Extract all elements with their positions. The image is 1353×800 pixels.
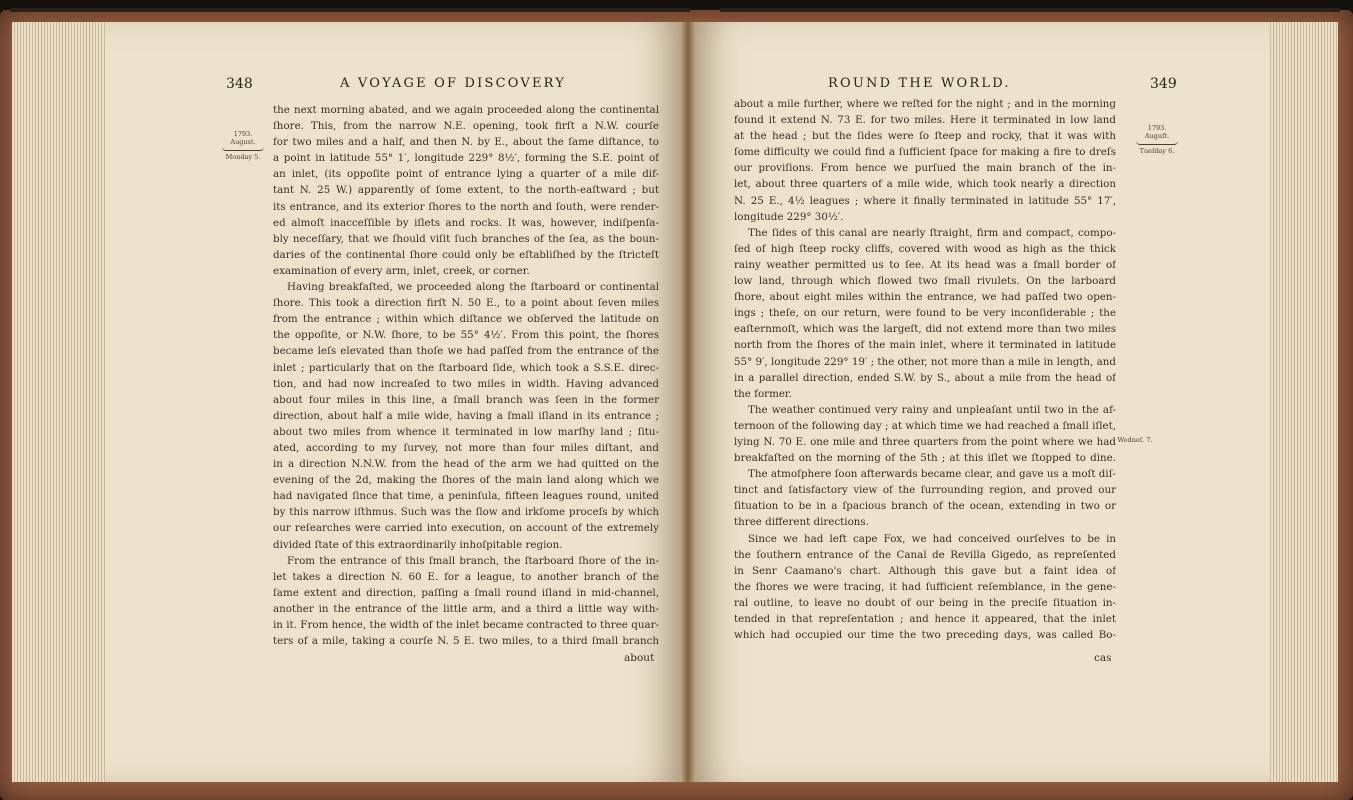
text-line: ſhore. This, from the narrow N.E. opening, took firſt a N.W. courſe: [273, 120, 659, 133]
text-line: ſituation to be in a ſpacious branch of the ocean, extending in two or: [734, 500, 1116, 513]
text-line: let, about three quarters of a mile wide, which took nearly a direction: [734, 178, 1116, 191]
left-margin-month: August.: [230, 138, 256, 146]
text-line: ſed of high ſteep rocky cliffs, covered with wood as high as the thick: [734, 242, 1116, 255]
text-line: let takes a direction N. 60 E. for a league, to another branch of the: [273, 570, 659, 583]
text-line: ſome difficulty we could find a ſufficient ſpace for making a fire to dreſs: [734, 146, 1116, 159]
text-line: longitude 229° 30½′.: [734, 210, 844, 223]
left-page-number: 348: [226, 76, 253, 92]
text-line: 55° 9′, longitude 229° 19′ ; the other, not more than a mile in length, and: [734, 355, 1116, 368]
text-line: The ſides of this canal are nearly ſtraight, firm and compact, compo-: [748, 226, 1116, 239]
text-line: lying N. 70 E. one mile and three quarters from the point where we had: [734, 435, 1116, 448]
text-line: ated, according to my ſurvey, not more than four miles diſtant, and: [273, 441, 659, 454]
text-line: a point in latitude 55° 1′, longitude 229° 8½′, forming the S.E. point of: [273, 152, 659, 165]
text-line: three different directions.: [734, 516, 869, 529]
text-line: by this narrow iſthmus. Such was the ſlow and irkſome proceſs by which: [273, 506, 659, 519]
left-margin-year: 1793.: [233, 130, 253, 138]
text-line: about four miles in this line, a ſmall branch was ſeen in the former: [273, 393, 659, 406]
text-line: from the entrance ; within which diſtance we obſerved the latitude on: [273, 313, 659, 326]
left-margin-day: Monday 5.: [225, 153, 261, 161]
left-catchword: about: [624, 652, 655, 664]
page-edges-left: [12, 22, 106, 782]
text-line: had navigated ſince that time, a peninſula, fifteen leagues round, united: [273, 490, 659, 503]
text-line: ed almoſt inacceſſible by iſlets and rocks. It was, however, indiſpenſa-: [273, 216, 659, 229]
text-line: tion, and had now increaſed to two miles in width. Having advanced: [273, 377, 659, 390]
left-body-text: [273, 102, 659, 649]
text-line: Having breakfaſted, we proceeded along the ſtarboard or continental: [287, 281, 659, 294]
text-line: ſame extent and direction, paſſing a ſmall round iſland in mid-channel,: [273, 586, 659, 599]
text-line: the ſouthern entrance of the Canal de Revilla Gigedo, as repreſented: [734, 548, 1116, 561]
text-line: the ſhores we were tracing, it had ſufficient reſemblance, in the gene-: [734, 580, 1116, 593]
right-body-text: [734, 96, 1116, 643]
text-line: became leſs elevated than thoſe we had paſſed from the entrance of the: [273, 345, 659, 358]
text-line: Since we had left cape Fox, we had conceived ourſelves to be in: [748, 532, 1116, 545]
right-catchword: cas: [1094, 652, 1112, 664]
text-line: ters of a mile, taking a courſe N. 5 E. two miles, to a third ſmall branch: [273, 635, 659, 648]
text-line: daries of the continental ſhore could only be eſtabliſhed by the ſtricteſt: [273, 248, 659, 261]
text-line: ſhore, about eight miles within the entrance, we had paſſed two open-: [734, 291, 1116, 304]
text-line: tended in that repreſentation ; and hence it appeared, that the inlet: [734, 613, 1116, 625]
text-line: breakfaſted on the morning of the 5th ; at this iſlet we ſtopped to dine.: [734, 452, 1116, 465]
text-line: The weather continued very rainy and unpleaſant until two in the af-: [748, 403, 1116, 416]
cover-edge-left: [10, 8, 690, 12]
text-line: our proviſions. From hence we purſued the main branch of the in-: [734, 162, 1116, 175]
text-line: north from the ſhores of the main inlet, where it terminated in latitude: [734, 339, 1116, 352]
text-line: about two miles from whence it terminated in low marſhy land ; ſitu-: [273, 425, 659, 438]
text-line: the oppoſite, or N.W. ſhore, to be 55° 4½′. From this point, the ſhores: [273, 329, 659, 342]
text-line: at the head ; but the ſides were ſo ſteep and rocky, that it was with: [734, 130, 1116, 143]
text-line: tant N. 25 W.) apparently of ſome extent, to the north-eaſtward ; but: [273, 184, 659, 197]
book-gutter: [680, 22, 696, 782]
left-margin-brace: [222, 147, 264, 151]
text-line: about a mile further, where we reſted for the night ; and in the morning: [734, 98, 1116, 110]
text-line: N. 25 E., 4½ leagues ; where it finally terminated in latitude 55° 17′,: [734, 194, 1116, 207]
right-page-number: 349: [1150, 76, 1177, 92]
text-line: examination of every arm, inlet, creek, or corner.: [273, 264, 530, 277]
text-line: in a parallel direction, ended S.W. by S., about a mile from the head of: [734, 371, 1116, 384]
right-margin-note-2: Wedneſ. 7.: [1117, 436, 1153, 444]
text-line: ſhore. This took a direction firſt N. 50 E., to a point about ſeven miles: [273, 297, 659, 310]
text-line: the next morning abated, and we again proceeded along the continental: [273, 104, 659, 116]
text-line: From the entrance of this ſmall branch, the ſtarboard ſhore of the in-: [287, 554, 659, 567]
text-line: in Senr Caamano's chart. Although this gave but a faint idea of: [734, 564, 1116, 577]
text-line: ings ; theſe, on our return, were found to be very inconſiderable ; the: [734, 307, 1116, 320]
text-line: evening of the 2d, making the ſhores of the main land along which we: [273, 474, 659, 487]
text-line: ral outline, to leave no doubt of our being in the preciſe ſituation in-: [734, 596, 1116, 609]
right-margin-month: Auguſt.: [1144, 132, 1170, 140]
cover-edge-right: [720, 8, 1340, 12]
text-line: for two miles and a half, and then N. by E., about the ſame diſtance, to: [273, 136, 659, 149]
left-running-head: A VOYAGE OF DISCOVERY: [340, 76, 567, 91]
text-line: its entrance, and its exterior ſhores to the north and ſouth, were render-: [273, 200, 659, 213]
text-line: the former.: [734, 387, 792, 400]
text-line: divided ſtate of this extraordinarily inhoſpitable region.: [273, 538, 563, 551]
text-line: inlet ; particularly that on the ſtarboard ſide, which took a S.S.E. direc-: [273, 361, 659, 374]
text-line: rainy weather permitted us to ſee. At its head was a ſmall border of: [734, 258, 1116, 271]
page-edges-right: [1268, 22, 1338, 782]
text-line: which had occupied our time the two preceding days, was called Bo-: [734, 629, 1116, 642]
text-line: our reſearches were carried into execution, on account of the extremely: [273, 522, 659, 535]
text-line: ternoon of the following day ; at which time we had reached a ſmall iſlet,: [734, 419, 1116, 432]
right-margin-day: Tueſday 6.: [1139, 147, 1175, 155]
text-line: eaſternmoſt, which was the largeſt, did not extend more than two miles: [734, 323, 1116, 336]
text-line: tinct and ſatisfactory view of the ſurrounding region, and proved our: [734, 484, 1116, 497]
right-margin-note: [1136, 124, 1178, 155]
text-line: found it extend N. 73 E. for two miles. Here it terminated in low land: [734, 114, 1116, 127]
text-line: direction, about half a mile wide, having a ſmall iſland in its entrance ;: [273, 409, 659, 422]
text-line: low land, through which flowed two ſmall rivulets. On the larboard: [734, 275, 1116, 288]
text-line: in a direction N.N.W. from the head of the arm we had quitted on the: [273, 458, 659, 471]
left-margin-note: [222, 130, 264, 161]
right-margin-year: 1793.: [1147, 124, 1167, 132]
text-line: bly neceſſary, that we ſhould viſit ſuch branches of the ſea, as the boun-: [273, 232, 659, 245]
text-line: The atmoſphere ſoon afterwards became clear, and gave us a moſt diſ-: [748, 468, 1116, 481]
text-line: another in the entrance of the little arm, and a third a little way with-: [273, 602, 659, 615]
text-line: an inlet, (its oppoſite point of entrance lying a quarter of a mile dif-: [273, 168, 659, 181]
right-running-head: ROUND THE WORLD.: [828, 76, 1011, 91]
text-line: in it. From hence, the width of the inlet became contracted to three quar-: [273, 619, 659, 631]
right-margin-brace: [1136, 141, 1178, 145]
